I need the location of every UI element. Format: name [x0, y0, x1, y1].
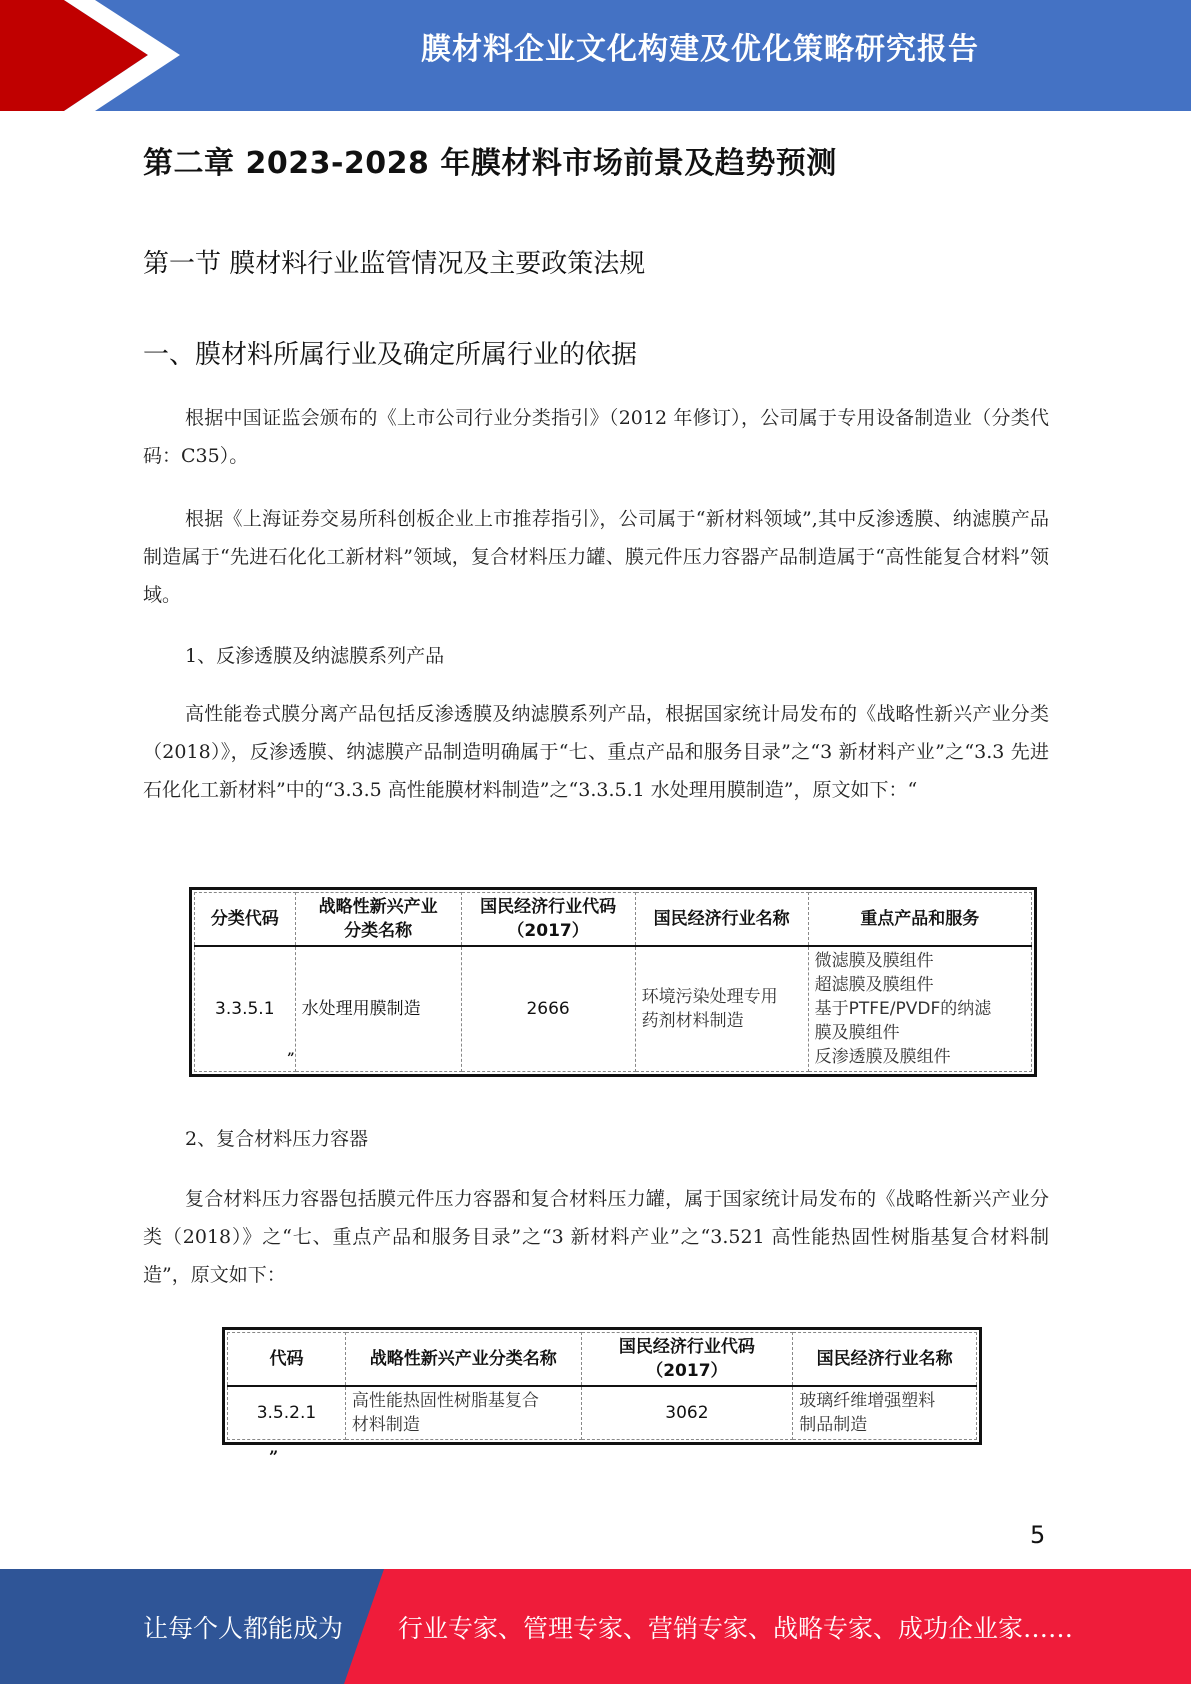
table-header-cell: 战略性新兴产业分类名称: [345, 1333, 581, 1387]
paragraph-star-market-guideline: 根据《上海证券交易所科创板企业上市推荐指引》，公司属于“新材料领域”,其中反渗透膜、纳滤膜产品制造属于“先进石化化工新材料”领域，复合材料压力罐、膜元件压力容器产品制造属于“高性能复合材料”领域。: [143, 508, 1049, 606]
classification-table-composites: [222, 1327, 982, 1445]
table-cell-industry-name: 环境污染处理专用 药剂材料制造: [635, 946, 808, 1072]
list-item-composite-pressure-vessels: 2、复合材料压力容器: [185, 1128, 369, 1150]
table-cell-products: 微滤膜及膜组件 超滤膜及膜组件 基于PTFE/PVDF的纳滤 膜及膜组件 反渗透膜及膜组件: [808, 946, 1031, 1072]
paragraph-composite-classification: 复合材料压力容器包括膜元件压力容器和复合材料压力罐，属于国家统计局发布的《战略性新兴产业分类（2018）》之“七、重点产品和服务目录”之“3 新材料产业”之“3.521 高性能热固性树脂基复合材料制造”，原文如下：: [143, 1188, 1049, 1286]
table-cell-industry-name: 玻璃纤维增强塑料 制品制造: [793, 1386, 977, 1440]
table-cell-code: 3.5.2.1: [228, 1386, 346, 1440]
table-cell-industry-code: 3062: [581, 1386, 793, 1440]
footer-slogan-right: 行业专家、管理专家、营销专家、战略专家、成功企业家……: [398, 1614, 1074, 1643]
table-row: [195, 946, 1032, 1072]
table-cell-code: [195, 946, 296, 1072]
page-number: 5: [1030, 1521, 1046, 1549]
paragraph-membrane-classification: 高性能卷式膜分离产品包括反渗透膜及纳滤膜系列产品，根据国家统计局发布的《战略性新兴产业分类（2018）》，反渗透膜、纳滤膜产品制造明确属于“七、重点产品和服务目录”之“3 新材料产业”之“3.3 先进石化化工新材料”中的“3.3.5 高性能膜材料制造”之“3.3.5.1 水处理用膜制造”，原文如下：“: [143, 703, 1049, 801]
footer-slogan-left: 让每个人都能成为: [143, 1614, 344, 1643]
list-item-ro-nf-membranes: 1、反渗透膜及纳滤膜系列产品: [185, 645, 445, 667]
table-header-cell: 代码: [228, 1333, 346, 1387]
table-cell-name: 水处理用膜制造: [295, 946, 461, 1072]
table-header-cell: 国民经济行业代码 （2017）: [461, 893, 635, 947]
chapter-title: 第二章 2023-2028 年膜材料市场前景及趋势预测: [143, 146, 837, 181]
paragraph-industry-classification: 根据中国证监会颁布的《上市公司行业分类指引》（2012 年修订），公司属于专用设备制造业（分类代码：C35）。: [143, 407, 1049, 467]
table-cell-name: 高性能热固性树脂基复合 材料制造: [345, 1386, 581, 1440]
closing-quote-mark: ”: [269, 1447, 279, 1466]
classification-table-membranes: [189, 887, 1037, 1077]
table-header-cell: 国民经济行业代码 （2017）: [581, 1333, 793, 1387]
table-header-cell: 国民经济行业名称: [635, 893, 808, 947]
cell-text: 3.3.5.1: [215, 999, 275, 1019]
table-row: [228, 1386, 977, 1440]
table-cell-industry-code: 2666: [461, 946, 635, 1072]
section-title: 第一节 膜材料行业监管情况及主要政策法规: [143, 249, 646, 279]
table-header-cell: 国民经济行业名称: [793, 1333, 977, 1387]
closing-quote-mark: ”: [287, 1051, 295, 1066]
report-title: 膜材料企业文化构建及优化策略研究报告: [421, 32, 979, 67]
table-header-cell: 战略性新兴产业 分类名称: [295, 893, 461, 947]
page-header: [0, 0, 1191, 111]
subsection-title: 一、膜材料所属行业及确定所属行业的依据: [143, 340, 638, 370]
table-header-cell: 重点产品和服务: [808, 893, 1031, 947]
table-header-cell: 分类代码: [195, 893, 296, 947]
page-footer: [0, 1569, 1191, 1684]
